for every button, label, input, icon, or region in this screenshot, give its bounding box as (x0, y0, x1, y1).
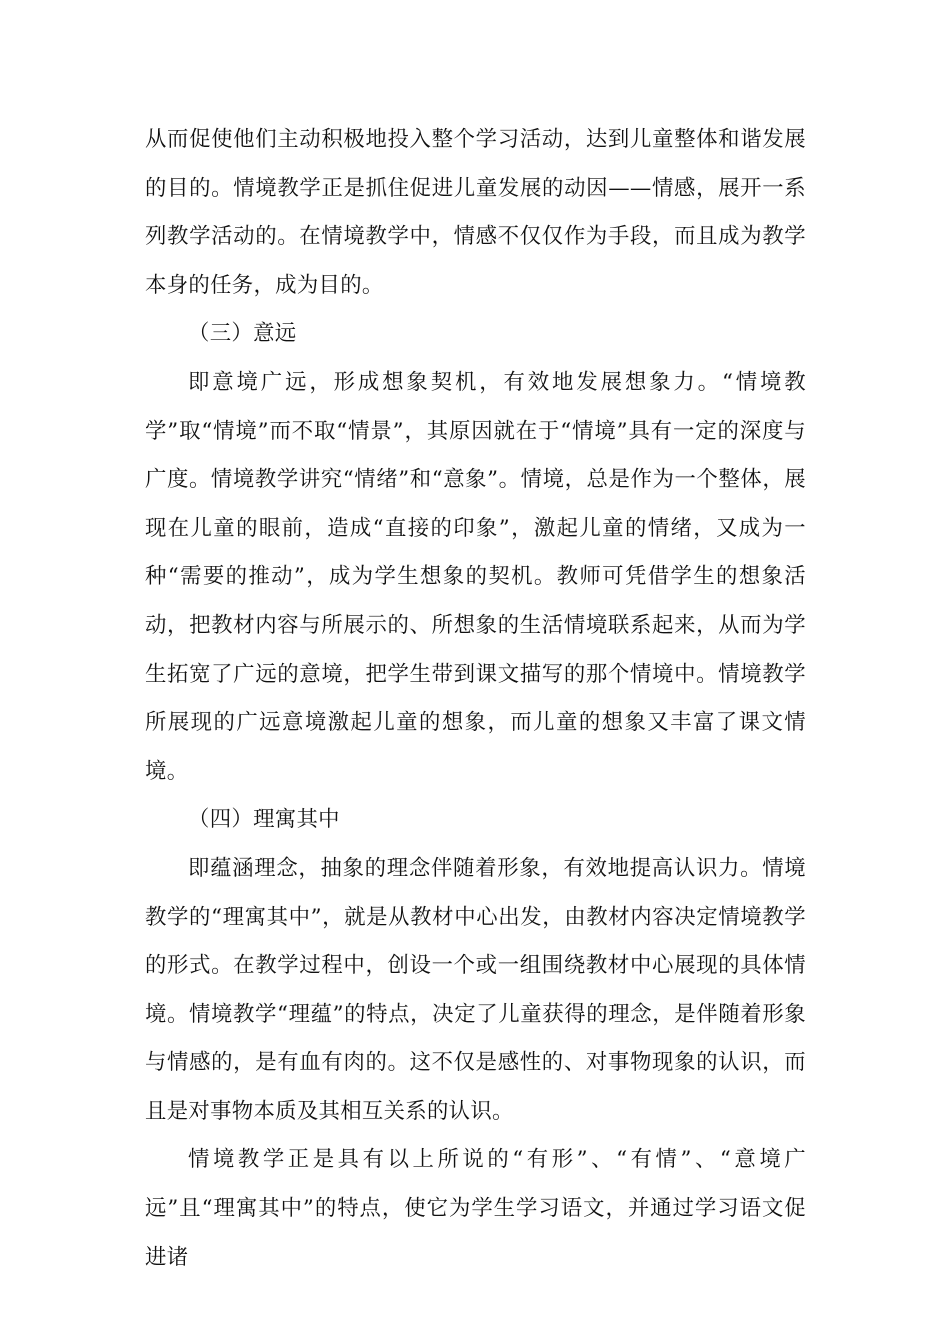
section-heading-3: （三）意远 (188, 321, 297, 347)
section-heading-4: （四）理寓其中 (188, 807, 340, 833)
closing-paragraph: 情境教学正是具有以上所说的“有形”、“有情”、“意境广远”且“理寓其中”的特点，使它为学生学习语文，并通过学习语文促进诸 (145, 1147, 806, 1270)
section-4-paragraph: 即蕴涵理念，抽象的理念伴随着形象，有效地提高认识力。情境教学的“理寓其中”，就是从教材中心出发，由教材内容决定情境教学的形式。在教学过程中，创设一个或一组围绕教材中心展现的具体情境。情境教学“理蕴”的特点，决定了儿童获得的理念，是伴随着形象与情感的，是有血有肉的。这不仅是感性的、对事物现象的认识，而且是对事物本质及其相互关系的认识。 (145, 855, 806, 1124)
continuation-paragraph: 从而促使他们主动积极地投入整个学习活动，达到儿童整体和谐发展的目的。情境教学正是抓住促进儿童发展的动因——情感，展开一系列教学活动的。在情境教学中，情感不仅仅作为手段，而且成为教学本身的任务，成为目的。 (145, 127, 806, 298)
section-3-paragraph: 即意境广远，形成想象契机，有效地发展想象力。“情境教学”取“情境”而不取“情景”，其原因就在于“情境”具有一定的深度与广度。情境教学讲究“情绪”和“意象”。情境，总是作为一个整体，展现在儿童的眼前，造成“直接的印象”，激起儿童的情绪，又成为一种“需要的推动”，成为学生想象的契机。教师可凭借学生的想象活动，把教材内容与所展示的、所想象的生活情境联系起来，从而为学生拓宽了广远的意境，把学生带到课文描写的那个情境中。情境教学所展现的广远意境激起儿童的想象，而儿童的想象又丰富了课文情境。 (145, 369, 806, 784)
document-body (145, 116, 806, 1282)
